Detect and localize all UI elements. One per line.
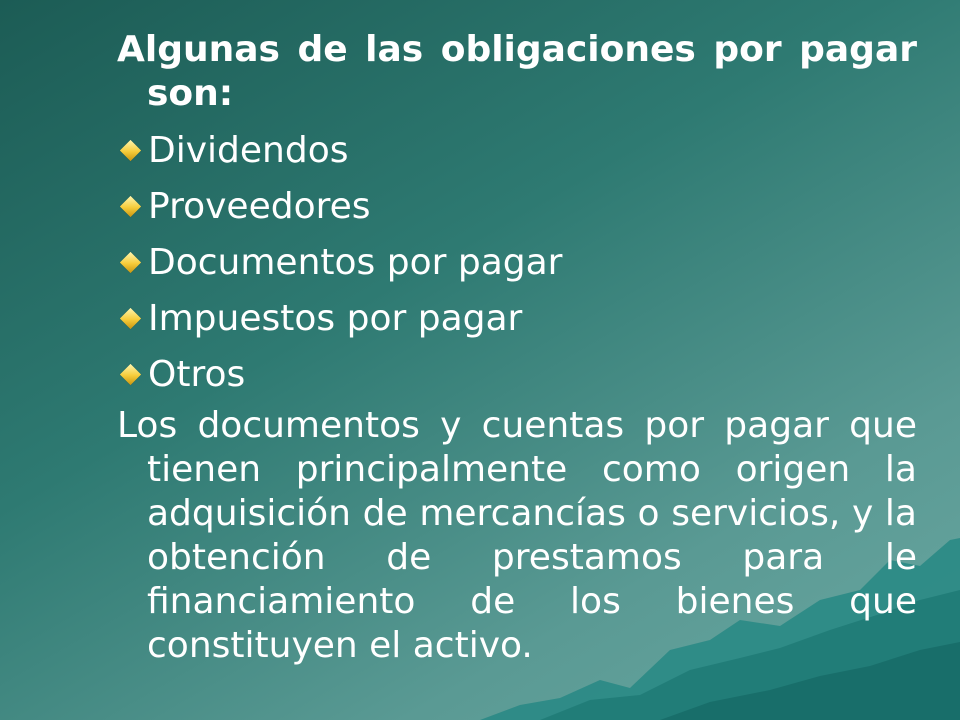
diamond-bullet-icon [120, 195, 141, 216]
list-item [117, 346, 917, 402]
bullet-list [117, 122, 917, 402]
list-item-label: Dividendos [148, 129, 349, 171]
list-item [117, 178, 917, 234]
diamond-bullet-icon [120, 307, 141, 328]
body-paragraph: Los documentos y cuentas por pagar que tienen principalmente como origen la adquisición de mercancías o servicios, y la obtención de prestamos para le financiamiento de los bienes que constituyen el activo. [117, 405, 917, 666]
list-item-label: Documentos por pagar [148, 241, 563, 283]
list-item [117, 234, 917, 290]
slide-heading: Algunas de las obligaciones por pagar son: [117, 29, 917, 114]
list-item-label: Otros [148, 353, 246, 395]
slide-content [117, 28, 917, 668]
list-item [117, 122, 917, 178]
diamond-bullet-icon [120, 139, 141, 160]
list-item-label: Impuestos por pagar [148, 297, 523, 339]
list-item-label: Proveedores [148, 185, 371, 227]
list-item [117, 290, 917, 346]
diamond-bullet-icon [120, 251, 141, 272]
diamond-bullet-icon [120, 363, 141, 384]
